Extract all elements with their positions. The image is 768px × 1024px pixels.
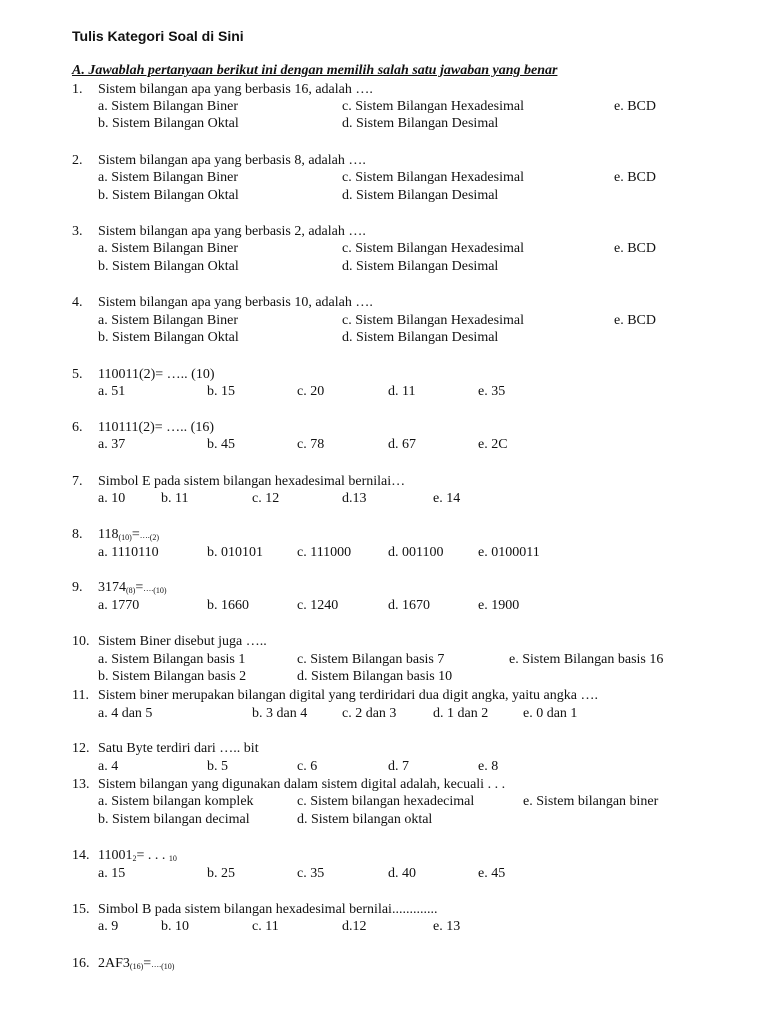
option-a: a. Sistem Bilangan Biner: [98, 170, 238, 185]
option-c: c. 11: [252, 919, 279, 934]
option-d: d. Sistem Bilangan basis 10: [297, 669, 453, 684]
question-number: 10.: [72, 634, 90, 649]
option-a: a. 10: [98, 491, 126, 506]
question-text: [98, 580, 167, 599]
option-c: c. Sistem Bilangan basis 7: [297, 652, 445, 667]
option-a: a. 1770: [98, 598, 140, 613]
option-e: e. 13: [433, 919, 461, 934]
option-c: c. 2 dan 3: [342, 706, 397, 721]
option-d: d. 1670: [388, 598, 430, 613]
equals-blank: = . . .: [136, 848, 166, 863]
question-text: Simbol E pada sistem bilangan hexadesimal bernilai…: [98, 474, 406, 489]
option-b: b. 25: [207, 866, 235, 881]
question-text: [98, 848, 177, 867]
question-number: 15.: [72, 902, 90, 917]
question-text: Sistem biner merupakan bilangan digital yang terdiridari dua digit angka, yaitu angka ….: [98, 688, 598, 703]
option-a: a. 15: [98, 866, 126, 881]
option-b: b. 11: [161, 491, 189, 506]
option-a: a. Sistem Bilangan basis 1: [98, 652, 246, 667]
option-e: e. Sistem bilangan biner: [523, 794, 659, 809]
option-e: e. 0 dan 1: [523, 706, 578, 721]
question-number: 8.: [72, 527, 83, 542]
option-b: b. 10: [161, 919, 189, 934]
section-heading: A. Jawablah pertanyaan berikut ini dengan memilih salah satu jawaban yang benar: [72, 63, 558, 78]
option-c: c. 35: [297, 866, 325, 881]
equals-sign: =: [131, 527, 140, 542]
equals-sign: =: [143, 956, 152, 971]
page-title: Tulis Kategori Soal di Sini: [72, 28, 244, 44]
option-c: c. Sistem Bilangan Hexadesimal: [342, 313, 524, 328]
question-text: Sistem bilangan yang digunakan dalam sistem digital adalah, kecuali . . .: [98, 777, 506, 792]
option-e: e. BCD: [614, 241, 656, 256]
option-b: b. Sistem Bilangan Oktal: [98, 259, 239, 274]
option-d: d. 1 dan 2: [433, 706, 489, 721]
option-d: d. 40: [388, 866, 416, 881]
option-b: b. Sistem Bilangan basis 2: [98, 669, 247, 684]
option-c: c. 78: [297, 437, 325, 452]
option-a: a. 37: [98, 437, 126, 452]
question-text: Satu Byte terdiri dari ….. bit: [98, 741, 259, 756]
expression-value: 3174: [98, 580, 126, 595]
target-base-subscript: 10: [168, 854, 177, 863]
option-d: d. 67: [388, 437, 416, 452]
question-number: 9.: [72, 580, 83, 595]
option-c: c. 1240: [297, 598, 339, 613]
option-d: d. Sistem bilangan oktal: [297, 812, 433, 827]
question-number: 2.: [72, 153, 83, 168]
option-b: b. Sistem Bilangan Oktal: [98, 116, 239, 131]
question-number: 11.: [72, 688, 89, 703]
option-a: a. Sistem Bilangan Biner: [98, 313, 238, 328]
option-e: e. 14: [433, 491, 461, 506]
option-e: e. BCD: [614, 99, 656, 114]
expression-value: 118: [98, 527, 119, 542]
question-text: 110111(2)= ….. (16): [98, 420, 214, 435]
option-c: c. 12: [252, 491, 280, 506]
expression-value: 11001: [98, 848, 133, 863]
option-c: c. Sistem Bilangan Hexadesimal: [342, 170, 524, 185]
option-c: c. 111000: [297, 545, 352, 560]
option-d: d. 11: [388, 384, 416, 399]
option-b: b. Sistem Bilangan Oktal: [98, 188, 239, 203]
option-b: b. 5: [207, 759, 228, 774]
question-number: 13.: [72, 777, 90, 792]
option-e: e. 35: [478, 384, 506, 399]
question-text: Simbol B pada sistem bilangan hexadesimal bernilai.............: [98, 902, 438, 917]
option-b: b. 45: [207, 437, 235, 452]
option-a: a. 4: [98, 759, 119, 774]
option-b: b. Sistem bilangan decimal: [98, 812, 250, 827]
expression-value: 2AF3: [98, 956, 130, 971]
option-a: a. Sistem Bilangan Biner: [98, 99, 238, 114]
question-number: 16.: [72, 956, 90, 971]
option-a: a. 1110110: [98, 545, 159, 560]
option-a: a. 4 dan 5: [98, 706, 153, 721]
option-e: e. Sistem Bilangan basis 16: [509, 652, 664, 667]
option-d: d. Sistem Bilangan Desimal: [342, 188, 499, 203]
question-text: 110011(2)= ….. (10): [98, 367, 215, 382]
option-d: d.13: [342, 491, 367, 506]
option-c: c. 20: [297, 384, 325, 399]
option-c: c. 6: [297, 759, 318, 774]
question-number: 14.: [72, 848, 90, 863]
question-text: Sistem bilangan apa yang berbasis 8, adalah ….: [98, 153, 366, 168]
option-a: a. Sistem Bilangan Biner: [98, 241, 238, 256]
option-a: a. 51: [98, 384, 126, 399]
option-d: d.12: [342, 919, 367, 934]
blank-dots: ….: [151, 960, 162, 969]
question-text: Sistem Biner disebut juga …..: [98, 634, 267, 649]
option-c: c. Sistem Bilangan Hexadesimal: [342, 241, 524, 256]
option-a: a. 9: [98, 919, 119, 934]
option-e: e. 2C: [478, 437, 508, 452]
option-c: c. Sistem bilangan hexadecimal: [297, 794, 475, 809]
option-e: e. 8: [478, 759, 499, 774]
question-number: 12.: [72, 741, 90, 756]
question-number: 3.: [72, 224, 83, 239]
question-text: Sistem bilangan apa yang berbasis 2, adalah ….: [98, 224, 366, 239]
option-b: b. 15: [207, 384, 235, 399]
option-e: e. 45: [478, 866, 506, 881]
option-b: b. 010101: [207, 545, 263, 560]
option-a: a. Sistem bilangan komplek: [98, 794, 254, 809]
option-d: d. Sistem Bilangan Desimal: [342, 330, 499, 345]
option-e: e. BCD: [614, 313, 656, 328]
question-text: Sistem bilangan apa yang berbasis 10, adalah ….: [98, 295, 373, 310]
option-e: e. 1900: [478, 598, 520, 613]
base-subscript: (10): [118, 533, 132, 542]
question-text: [98, 527, 159, 546]
option-d: d. 001100: [388, 545, 444, 560]
option-b: b. 1660: [207, 598, 249, 613]
question-number: 4.: [72, 295, 83, 310]
question-number: 1.: [72, 82, 83, 97]
question-number: 7.: [72, 474, 83, 489]
target-base-subscript: (10): [153, 586, 167, 595]
base-subscript: (8): [126, 586, 136, 595]
question-number: 5.: [72, 367, 83, 382]
option-e: e. 0100011: [478, 545, 540, 560]
option-d: d. Sistem Bilangan Desimal: [342, 259, 499, 274]
option-b: b. Sistem Bilangan Oktal: [98, 330, 239, 345]
question-text: [98, 956, 174, 975]
base-subscript: (16): [129, 962, 144, 971]
target-base-subscript: (2): [149, 533, 160, 542]
blank-dots: ….: [143, 584, 154, 593]
question-text: Sistem bilangan apa yang berbasis 16, adalah ….: [98, 82, 373, 97]
option-d: d. Sistem Bilangan Desimal: [342, 116, 499, 131]
option-e: e. BCD: [614, 170, 656, 185]
option-b: b. 3 dan 4: [252, 706, 308, 721]
question-number: 6.: [72, 420, 83, 435]
target-base-subscript: (10): [161, 962, 175, 971]
option-c: c. Sistem Bilangan Hexadesimal: [342, 99, 524, 114]
equals-sign: =: [135, 580, 144, 595]
option-d: d. 7: [388, 759, 409, 774]
blank-dots: ….: [139, 531, 150, 540]
base-subscript: 2: [132, 854, 137, 863]
